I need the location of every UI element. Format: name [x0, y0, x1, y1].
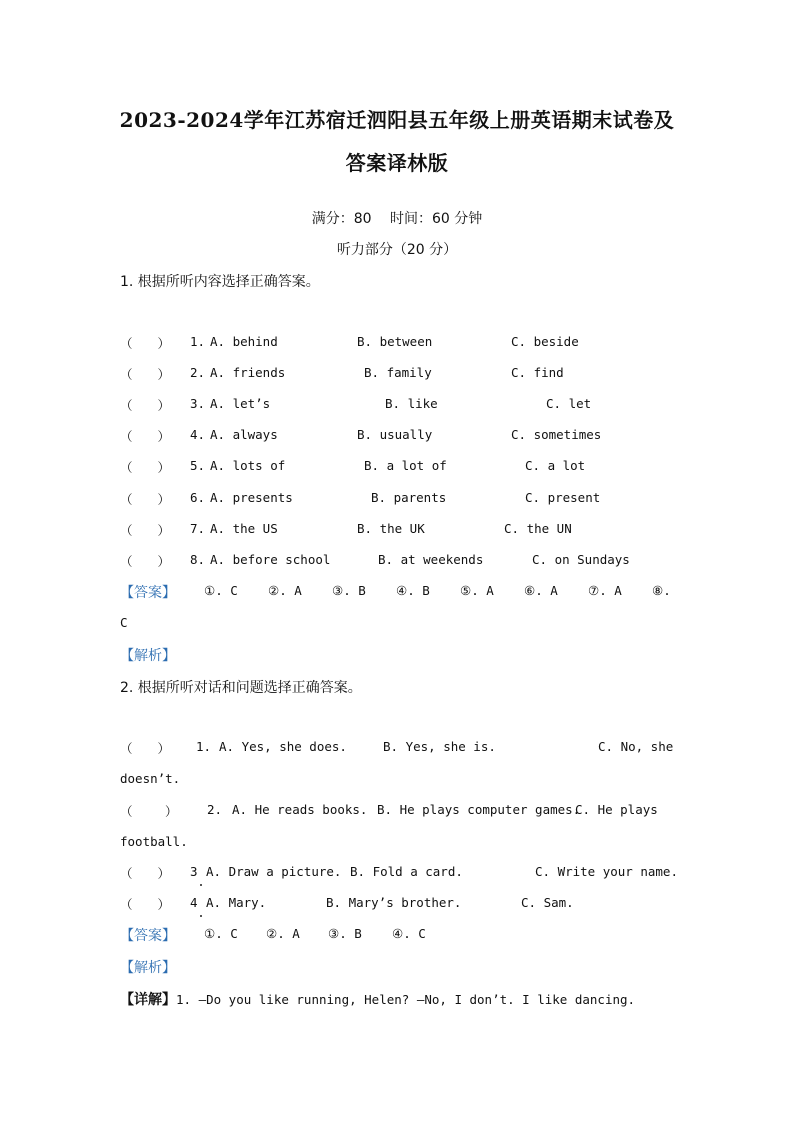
option-b: B. Fold a card. — [350, 864, 463, 879]
option-c: C. He plays — [575, 802, 658, 817]
detail-label: 【详解】 — [120, 992, 176, 1008]
answer-value-wrap: C — [120, 615, 128, 630]
option-c: C. present — [525, 490, 601, 505]
option-b: B. the UK — [357, 521, 425, 536]
answer-value: ②. A — [268, 583, 302, 598]
item-number: 2. — [190, 365, 206, 380]
option-b: B. between — [357, 334, 433, 349]
option-b: B. a lot of — [364, 458, 447, 473]
answer-blank: （ ） — [120, 523, 171, 538]
option-c-wrap: football. — [120, 834, 188, 849]
option-c: C. beside — [511, 334, 579, 349]
option-c-wrap: doesn’t. — [120, 771, 181, 786]
answer-value: ①. C — [204, 583, 238, 598]
item-number: 7. — [190, 521, 206, 536]
option-c: C. on Sundays — [532, 552, 630, 567]
option-a: A. Draw a picture. — [206, 864, 342, 879]
item-number: 4 — [190, 895, 198, 910]
option-a: A. Yes, she does. — [219, 739, 347, 754]
detail-text: 1. —Do you like running, Helen? —No, I don’t. I like dancing. — [176, 992, 636, 1007]
option-b: B. usually — [357, 427, 433, 442]
emphasis-dot — [200, 915, 202, 917]
answer-blank: （ ） — [120, 367, 171, 382]
answer-value: ⑧. — [652, 583, 671, 598]
option-b: B. He plays computer games. — [377, 802, 581, 817]
answer-value: ⑤. A — [460, 583, 494, 598]
option-c: C. Write your name. — [535, 864, 678, 879]
option-a: A. friends — [210, 365, 286, 380]
item-number: 1. — [190, 334, 206, 349]
q1-analysis-label: 【解析】 — [120, 648, 176, 664]
option-c: C. the UN — [504, 521, 572, 536]
title-line-2: 答案译林版 — [345, 151, 449, 175]
item-number: 3 — [190, 864, 198, 879]
answer-value: ③. B — [328, 926, 362, 941]
option-a: A. let’s — [210, 396, 271, 411]
item-number: 3. — [190, 396, 206, 411]
option-a: A. Mary. — [206, 895, 267, 910]
option-a: A. the US — [210, 521, 278, 536]
answer-blank: （ ） — [120, 804, 178, 819]
answer-value: ③. B — [332, 583, 366, 598]
answer-blank: （ ） — [120, 336, 171, 351]
answer-blank: （ ） — [120, 429, 171, 444]
item-number: 2. — [207, 802, 223, 817]
item-number: 5. — [190, 458, 206, 473]
title-line-1: 2023-2024学年江苏宿迁泗阳县五年级上册英语期末试卷及 — [119, 108, 675, 132]
option-a: A. always — [210, 427, 278, 442]
answer-blank: （ ） — [120, 398, 171, 413]
answer-value: ④. B — [396, 583, 430, 598]
option-b: B. at weekends — [378, 552, 484, 567]
option-a: A. before school — [210, 552, 331, 567]
option-c: C. Sam. — [521, 895, 574, 910]
detail-line — [120, 989, 635, 1009]
answer-blank: （ ） — [120, 741, 171, 756]
item-number: 1. — [196, 739, 212, 754]
answer-blank: （ ） — [120, 554, 171, 569]
option-c: C. let — [546, 396, 592, 411]
item-number: 4. — [190, 427, 206, 442]
option-c: C. sometimes — [511, 427, 602, 442]
option-c: C. No, she — [598, 739, 674, 754]
option-b: B. family — [364, 365, 432, 380]
answer-value: ①. C — [204, 926, 238, 941]
answer-blank: （ ） — [120, 492, 171, 507]
option-a: A. He reads books. — [232, 802, 368, 817]
answer-label: 【答案】 — [120, 928, 176, 944]
q1-heading: 1. 根据所听内容选择正确答案。 — [120, 274, 320, 290]
answer-value: ②. A — [266, 926, 300, 941]
option-c: C. a lot — [525, 458, 586, 473]
option-b: B. Yes, she is. — [383, 739, 496, 754]
item-number: 8. — [190, 552, 206, 567]
answer-label: 【答案】 — [120, 585, 176, 601]
answer-value: ⑦. A — [588, 583, 622, 598]
q2-heading: 2. 根据所听对话和问题选择正确答案。 — [120, 680, 362, 696]
answer-value: ④. C — [392, 926, 426, 941]
item-number: 6. — [190, 490, 206, 505]
option-b: B. Mary’s brother. — [326, 895, 462, 910]
answer-blank: （ ） — [120, 866, 171, 881]
option-a: A. lots of — [210, 458, 286, 473]
option-b: B. parents — [371, 490, 447, 505]
q2-analysis-label: 【解析】 — [120, 960, 176, 976]
answer-value: ⑥. A — [524, 583, 558, 598]
answer-blank: （ ） — [120, 897, 171, 912]
option-c: C. find — [511, 365, 564, 380]
option-a: A. presents — [210, 490, 293, 505]
section-heading: 听力部分（20 分） — [336, 242, 458, 258]
option-a: A. behind — [210, 334, 278, 349]
emphasis-dot — [200, 884, 202, 886]
answer-blank: （ ） — [120, 460, 171, 475]
score-time: 满分：80 时间：60 分钟 — [311, 211, 483, 227]
option-b: B. like — [385, 396, 438, 411]
